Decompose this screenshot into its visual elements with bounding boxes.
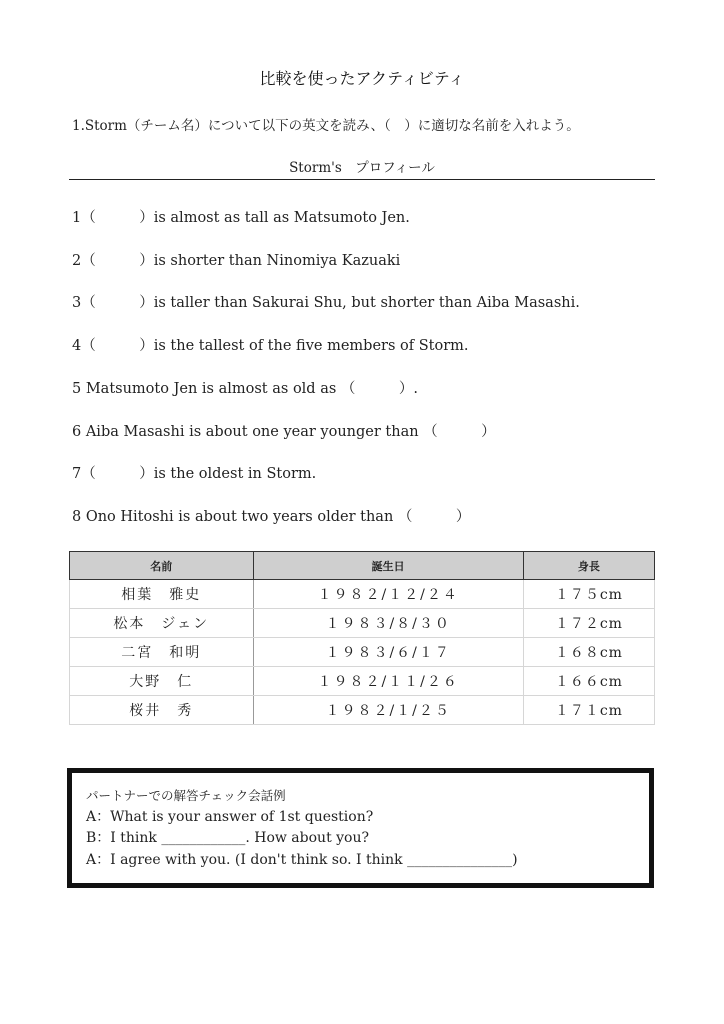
member-height: １６８cm [523,638,654,667]
question-4: 4（ ）is the tallest of the five members of Storm. [72,338,469,354]
instruction-text: 1.Storm（チーム名）について以下の英文を読み、（ ）に適切な名前を入れよう。 [72,118,580,134]
profile-heading: Storm's プロフィール [289,160,435,176]
member-name: 大野 仁 [70,667,254,696]
question-3: 3（ ）is taller than Sakurai Shu, but shorter than Aiba Masashi. [72,295,580,311]
member-name: 二宮 和明 [70,638,254,667]
table-row [70,667,655,696]
table-row [70,638,655,667]
member-name: 相葉 雅史 [70,580,254,609]
member-height: １７１cm [523,696,654,725]
question-5: 5 Matsumoto Jen is almost as old as （ ）. [72,381,419,397]
table-row [70,696,655,725]
member-birthday: １９８２/１２/２４ [253,580,523,609]
dialogue-box [67,768,654,888]
member-height: １６６cm [523,667,654,696]
member-height: １７２cm [523,609,654,638]
question-6: 6 Aiba Masashi is about one year younger than （ ） [72,424,496,440]
table-header-row [70,552,655,580]
dialogue-line: A：What is your answer of 1st question? [86,808,374,825]
member-height: １７５cm [523,580,654,609]
question-7: 7（ ）is the oldest in Storm. [72,466,317,482]
member-birthday: １９８２/１/２５ [253,696,523,725]
question-1: 1（ ）is almost as tall as Matsumoto Jen. [72,210,410,226]
member-birthday: １９８３/８/３０ [253,609,523,638]
heading-divider [69,179,655,180]
member-name: 松本 ジェン [70,609,254,638]
header-birthday: 誕生日 [253,552,523,580]
member-birthday: １９８２/１１/２６ [253,667,523,696]
member-birthday: １９８３/６/１７ [253,638,523,667]
dialogue-title: パートナーでの解答チェック会話例 [86,788,286,803]
page-title: 比較を使ったアクティビティ [259,69,465,88]
table-row [70,609,655,638]
dialogue-line: B：I think ____________. How about you? [86,830,370,846]
question-2: 2（ ）is shorter than Ninomiya Kazuaki [72,253,401,269]
table-row [70,580,655,609]
question-8: 8 Ono Hitoshi is about two years older than （ ） [72,509,471,525]
dialogue-line: A：I agree with you. (I don't think so. I think _______________) [86,851,518,868]
header-height: 身長 [523,552,654,580]
member-profile-table [69,551,655,725]
member-name: 桜井 秀 [70,696,254,725]
header-name: 名前 [70,552,254,580]
